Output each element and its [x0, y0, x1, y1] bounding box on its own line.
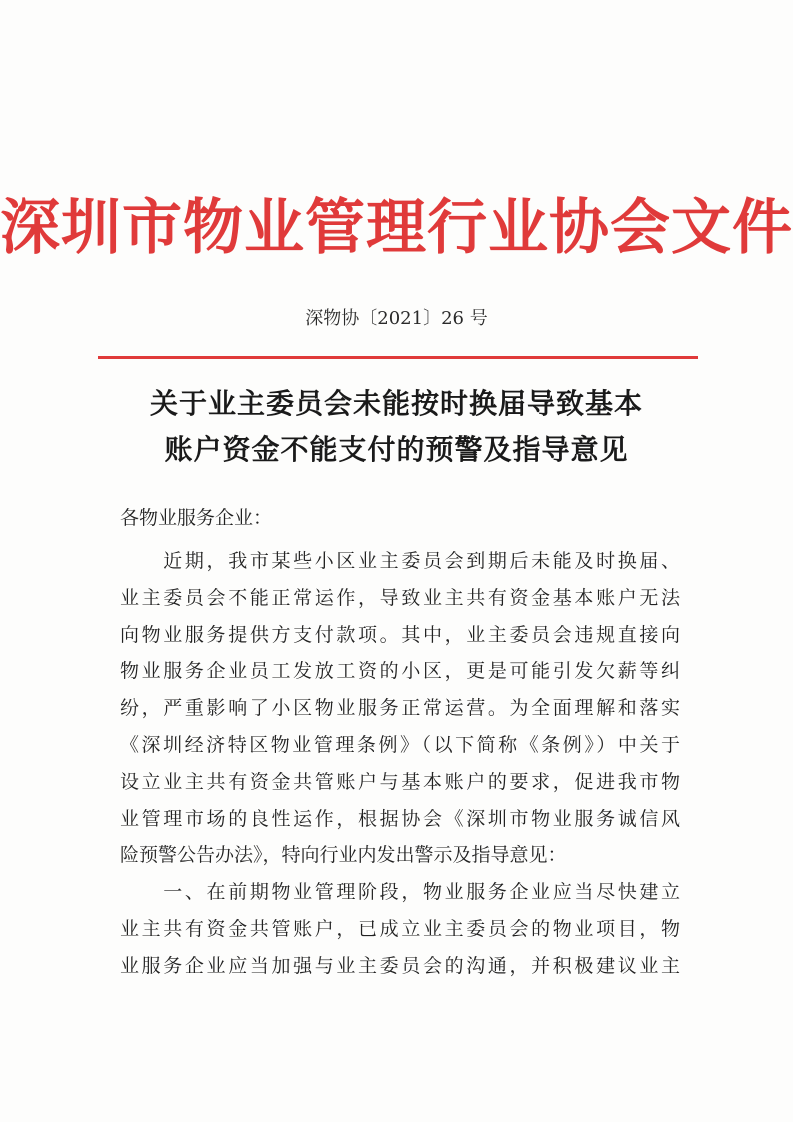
document-number: 深物协〔2021〕26 号 — [305, 308, 488, 329]
body-line: 设立业主共有资金共管账户与基本账户的要求，促进我市物 — [120, 770, 680, 793]
document-title-line-2: 账户资金不能支付的预警及指导意见 — [164, 433, 629, 466]
body-line: 业管理市场的良性运作，根据协会《深圳市物业服务诚信风 — [120, 807, 680, 830]
document-title — [0, 381, 793, 473]
body-line: 物业服务企业员工发放工资的小区，更是可能引发欠薪等纠 — [120, 660, 680, 683]
body-line: 向物业服务提供方支付款项。其中，业主委员会违规直接向 — [120, 623, 680, 646]
red-divider-rule — [98, 356, 698, 359]
salutation: 各物业服务企业： — [120, 507, 273, 529]
body-line: 《深圳经济特区物业管理条例》（以下简称《条例》）中关于 — [120, 733, 680, 756]
body-line: 一、在前期物业管理阶段，物业服务企业应当尽快建立 — [120, 881, 680, 904]
body-line: 业主委员会不能正常运作，导致业主共有资金基本账户无法 — [120, 586, 680, 609]
body-line: 业主共有资金共管账户，已成立业主委员会的物业项目，物 — [120, 917, 680, 940]
body-line: 近期，我市某些小区业主委员会到期后未能及时换届、 — [120, 550, 680, 572]
body-text — [120, 546, 680, 988]
body-line: 纷，严重影响了小区物业服务正常运营。为全面理解和落实 — [120, 697, 680, 720]
body-line: 业服务企业应当加强与业主委员会的沟通，并积极建议业主 — [120, 954, 680, 977]
document-title-line-1: 关于业主委员会未能按时换届导致基本 — [149, 387, 643, 420]
org-masthead-title: 深圳市物业管理行业协会文件 — [0, 193, 793, 263]
body-line: 险预警公告办法》，特向行业内发出警示及指导意见： — [120, 844, 567, 867]
